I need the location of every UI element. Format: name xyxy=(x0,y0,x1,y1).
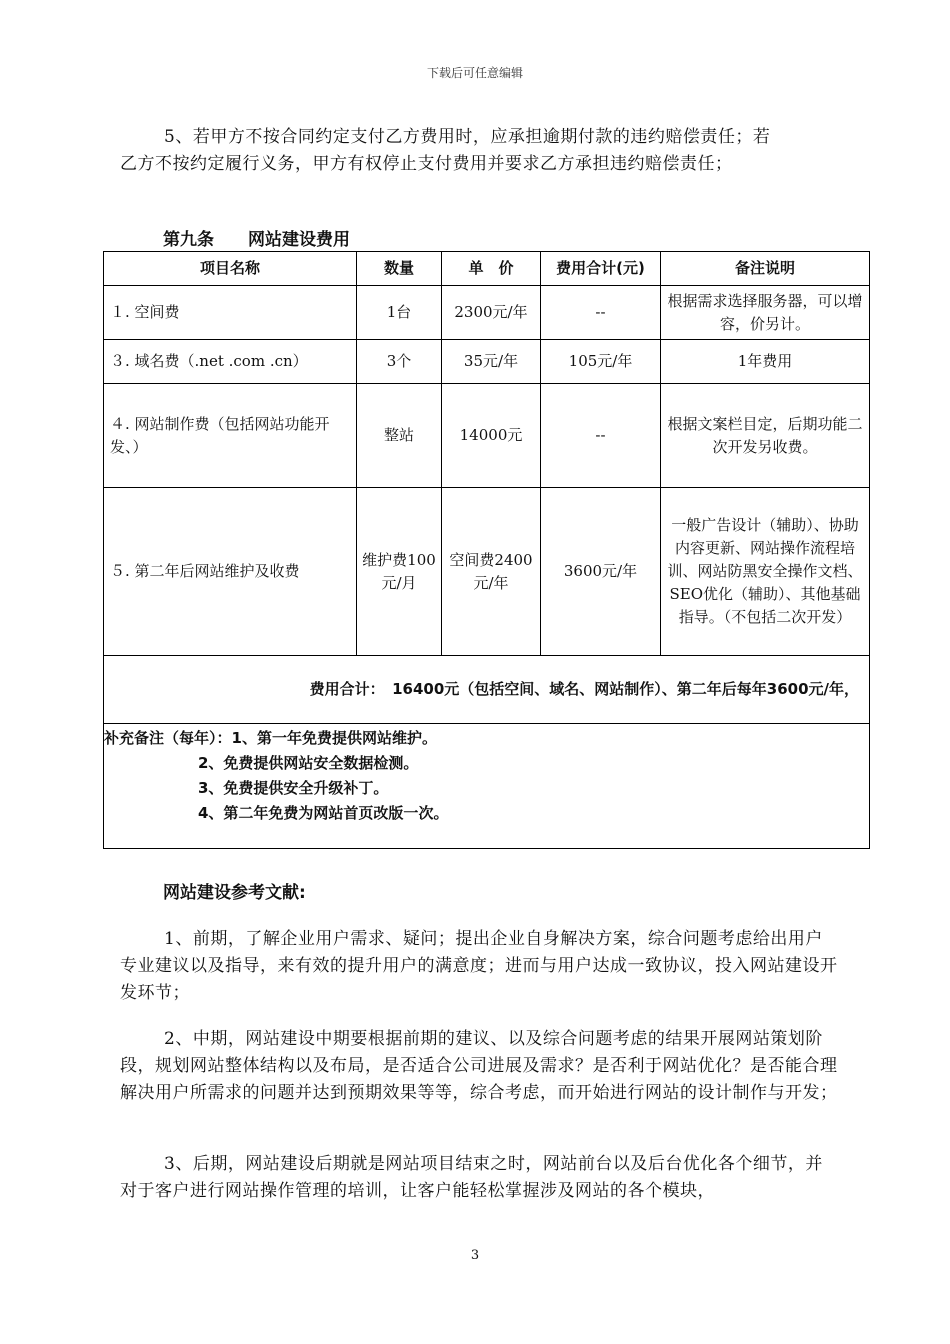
cell-unit-price: 14000元 xyxy=(442,384,541,488)
table-row xyxy=(104,340,870,384)
table-row xyxy=(104,384,870,488)
cell-quantity: 维护费100元/月 xyxy=(357,488,442,656)
note-line: 2、免费提供网站安全数据检测。 xyxy=(104,754,419,772)
cell-total: -- xyxy=(541,384,661,488)
cell-total: 3600元/年 xyxy=(541,488,661,656)
section-title: 第九条 网站建设费用 xyxy=(163,230,350,250)
cell-unit-price: 2300元/年 xyxy=(442,286,541,340)
cell-item-name: ５. 第二年后网站维护及收费 xyxy=(104,488,357,656)
reference-1 xyxy=(120,926,840,1007)
page-number: 3 xyxy=(470,1248,480,1263)
clause-5-line-1: 5、若甲方不按合同约定支付乙方费用时，应承担逾期付款的违约赔偿责任；若 xyxy=(164,127,771,147)
header-total: 费用合计(元) xyxy=(541,252,661,286)
header-item-name: 项目名称 xyxy=(104,252,357,286)
cell-unit-price: 空间费2400元/年 xyxy=(442,488,541,656)
reference-1-text: 1、前期，了解企业用户需求、疑问；提出企业自身解决方案，综合问题考虑给出用户专业建议以及指导，来有效的提升用户的满意度；进而与用户达成一致协议，投入网站建设开发环节； xyxy=(120,929,838,1003)
supplementary-notes xyxy=(104,724,870,849)
cell-total: -- xyxy=(541,286,661,340)
header-notes: 备注说明 xyxy=(661,252,870,286)
cell-quantity: 整站 xyxy=(357,384,442,488)
table-row xyxy=(104,488,870,656)
reference-3-text: 3、后期，网站建设后期就是网站项目结束之时，网站前台以及后台优化各个细节，并对于客户进行网站操作管理的培训，让客户能轻松掌握涉及网站的各个模块， xyxy=(120,1154,823,1201)
cell-note: 一般广告设计（辅助）、协助内容更新、网站操作流程培训、网站防黑安全操作文档、SEO优化（辅助）、其他基础指导。（不包括二次开发） xyxy=(661,488,870,656)
clause-5 xyxy=(120,124,840,178)
cell-note: 根据需求选择服务器，可以增容，价另计。 xyxy=(661,286,870,340)
cell-total: 105元/年 xyxy=(541,340,661,384)
note-line: 补充备注（每年）：1、第一年免费提供网站维护。 xyxy=(104,729,437,747)
cell-quantity: 1台 xyxy=(357,286,442,340)
header-unit-price: 单 价 xyxy=(442,252,541,286)
note-line: 4、第二年免费为网站首页改版一次。 xyxy=(104,804,449,822)
cell-note: 1年费用 xyxy=(661,340,870,384)
header-quantity: 数量 xyxy=(357,252,442,286)
cell-note: 根据文案栏目定，后期功能二次开发另收费。 xyxy=(661,384,870,488)
total-summary: 费用合计： 16400元（包括空间、域名、网站制作）、第二年后每年3600元/年， xyxy=(104,656,870,724)
note-line: 3、免费提供安全升级补丁。 xyxy=(104,779,389,797)
cell-unit-price: 35元/年 xyxy=(442,340,541,384)
cell-quantity: 3个 xyxy=(357,340,442,384)
total-row xyxy=(104,656,870,724)
table-row xyxy=(104,286,870,340)
cell-item-name: ３. 域名费（.net .com .cn） xyxy=(104,340,357,384)
table-header-row xyxy=(104,252,870,286)
reference-3 xyxy=(120,1151,840,1205)
cell-item-name: １. 空间费 xyxy=(104,286,357,340)
cell-item-name: ４. 网站制作费（包括网站功能开发、） xyxy=(104,384,357,488)
page-header: 下载后可任意编辑 xyxy=(426,66,523,80)
notes-row xyxy=(104,724,870,849)
reference-2 xyxy=(120,1026,840,1107)
clause-5-line-2: 乙方不按约定履行义务，甲方有权停止支付费用并要求乙方承担违约赔偿责任； xyxy=(120,154,733,174)
references-title: 网站建设参考文献: xyxy=(163,883,306,903)
reference-2-text: 2、中期，网站建设中期要根据前期的建议、以及综合问题考虑的结果开展网站策划阶段，规划网站整体结构以及布局，是否适合公司进展及需求？是否利于网站优化？是否能合理解决用户所需求的问题并达到预期效果等等，综合考虑，而开始进行网站的设计制作与开发； xyxy=(120,1029,838,1103)
fee-table xyxy=(103,251,870,849)
